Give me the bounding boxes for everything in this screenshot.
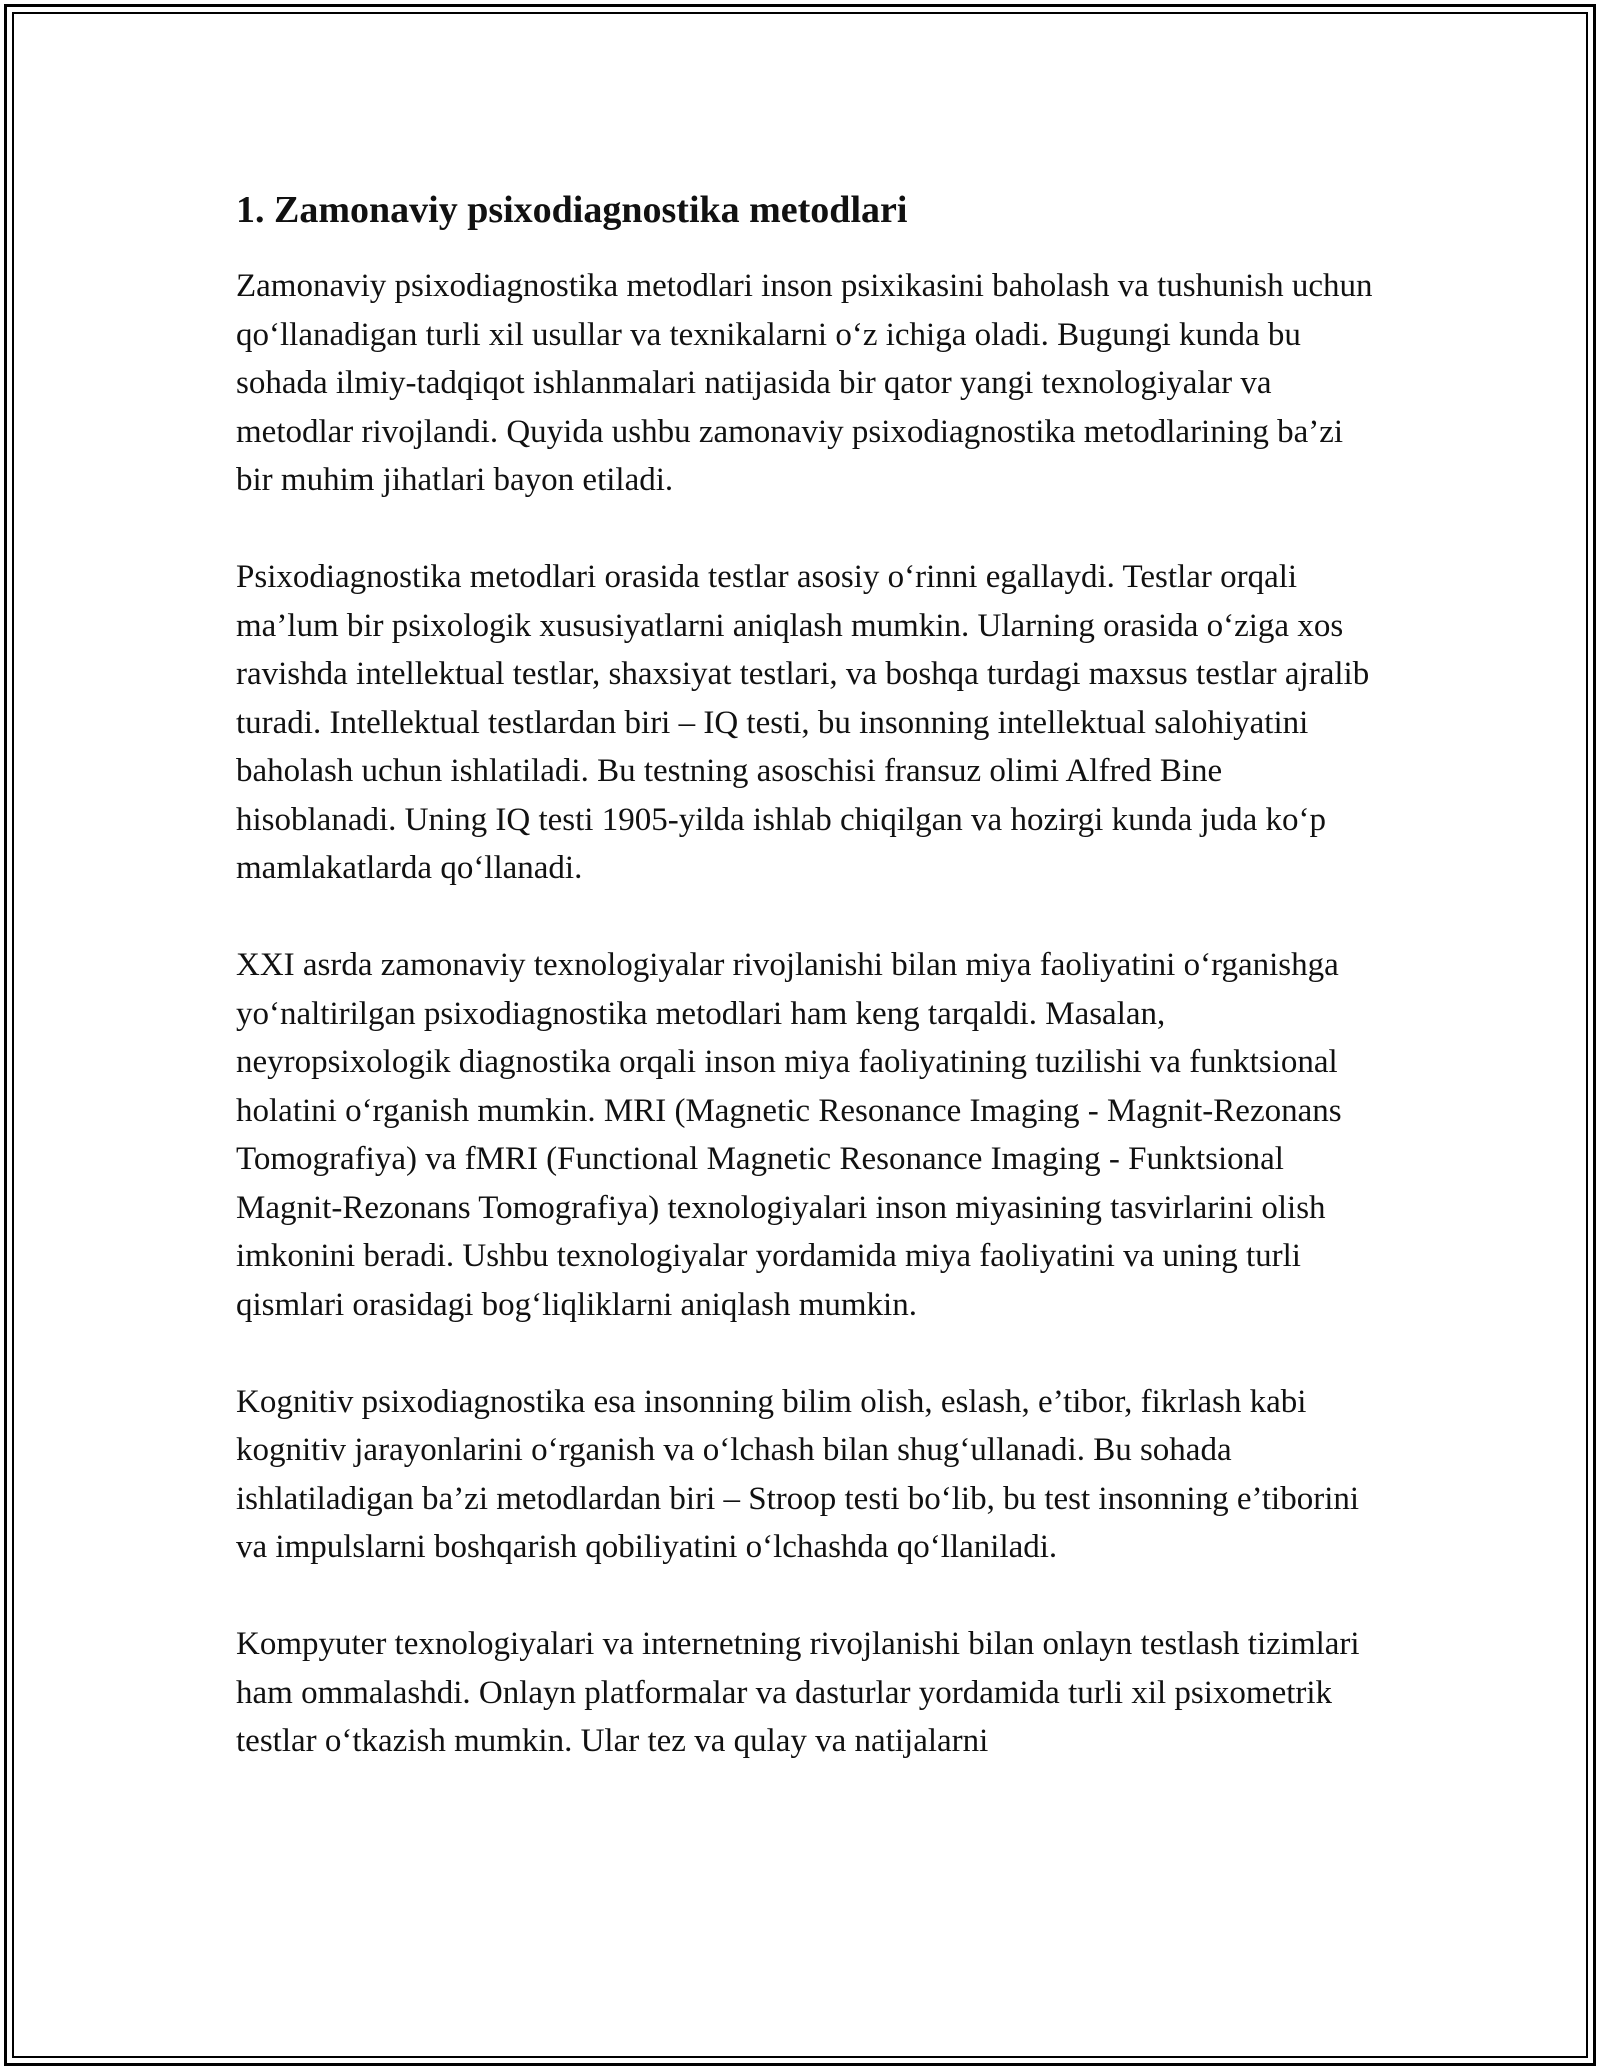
paragraph-neuro: XXI asrda zamonaviy texnologiyalar rivojlanishi bilan miya faoliyatini o‘rganishga yo‘naltirilgan psixodiagnostika metodlari ham keng tarqaldi. Masalan, neyropsixologik diagnostika orqali inson miya faoliyatining tuzilishi va funktsional holatini o‘rganish mumkin. MRI (Magnetic Resonance Imaging - Magnit-Rezonans Tomografiya) va fMRI (Functional Magnetic Resonance Imaging - Funktsional Magnit-Rezonans Tomografiya) texnologiyalari inson miyasining tasvirlarini olish imkonini beradi. Ushbu texnologiyalar yordamida miya faoliyatini va uning turli qismlari orasidagi bog‘liqliklarni aniqlash mumkin. [236,947,1342,1323]
paragraph-online: Kompyuter texnologiyalari va internetning rivojlanishi bilan onlayn testlash tizimlari ham ommalashdi. Onlayn platformalar va dasturlar yordamida turli xil psixometrik testlar o‘tkazish mumkin. Ular tez va qulay va natijalarni [236,1626,1360,1760]
paragraph-intro: Zamonaviy psixodiagnostika metodlari inson psixikasini baholash va tushunish uchun qo‘llanadigan turli xil usullar va texnikalarni o‘z ichiga oladi. Bugungi kunda bu sohada ilmiy-tadqiqot ishlanmalari natijasida bir qator yangi texnologiyalar va metodlar rivojlandi. Quyida ushbu zamonaviy psixodiagnostika metodlarining ba’zi bir muhim jihatlari bayon etiladi. [236,268,1373,499]
section-heading: 1. Zamonaviy psixodiagnostika metodlari [236,189,908,231]
document-page [236,186,1386,1814]
paragraph-cognitive: Kognitiv psixodiagnostika esa insonning bilim olish, eslash, e’tibor, fikrlash kabi kognitiv jarayonlarini o‘rganish va o‘lchash bilan shug‘ullanadi. Bu sohada ishlatiladigan ba’zi metodlardan biri – Stroop testi bo‘lib, bu test insonning e’tiborini va impulslarni boshqarish qobiliyatini o‘lchashda qo‘llaniladi. [236,1383,1360,1566]
paragraph-tests: Psixodiagnostika metodlari orasida testlar asosiy o‘rinni egallaydi. Testlar orqali ma’lum bir psixologik xususiyatlarni aniqlash mumkin. Ularning orasida o‘ziga xos ravishda intellektual testlar, shaxsiyat testlari, va boshqa turdagi maxsus testlar ajralib turadi. Intellektual testlardan biri – IQ testi, bu insonning intellektual salohiyatini baholash uchun ishlatiladi. Bu testning asoschisi fransuz olimi Alfred Bine hisoblanadi. Uning IQ testi 1905-yilda ishlab chiqilgan va hozirgi kunda juda ko‘p mamlakatlarda qo‘llanadi. [236,559,1370,887]
